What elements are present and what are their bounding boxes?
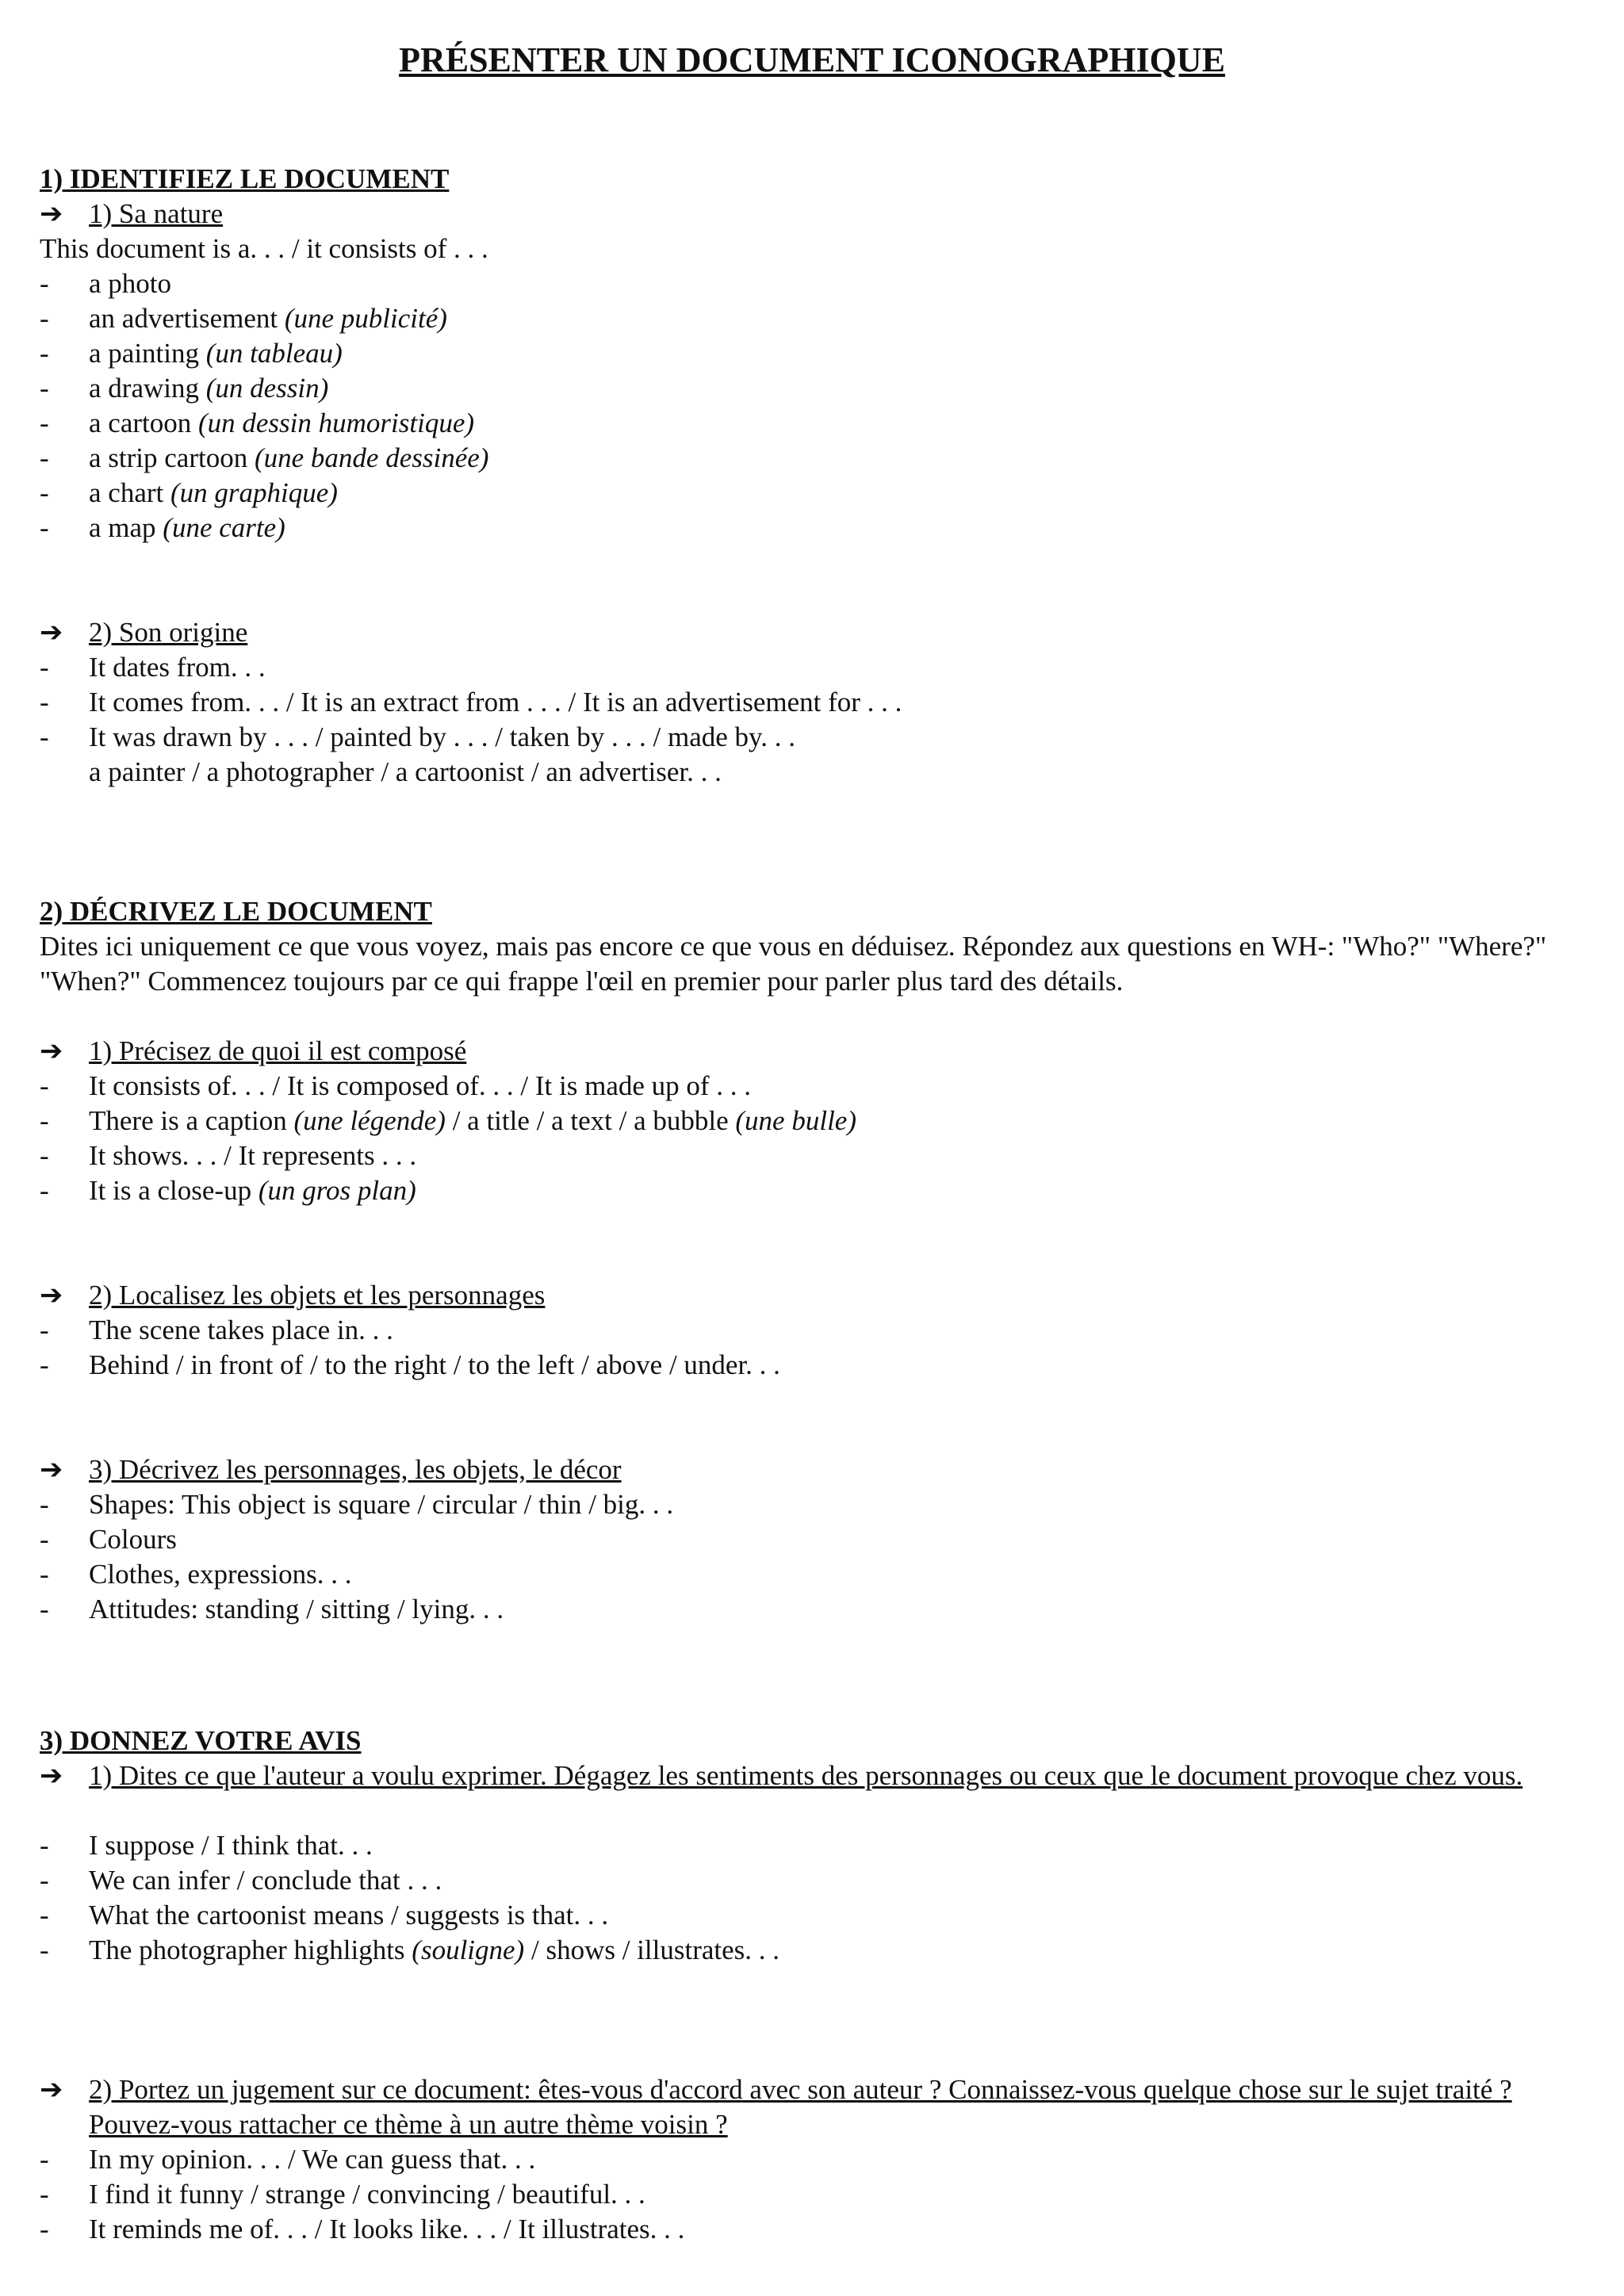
list-item: - Clothes, expressions. . . (40, 1559, 352, 1590)
list-item: - a strip cartoon (une bande dessinée) (40, 442, 489, 473)
list-item: - I suppose / I think that. . . (40, 1830, 373, 1861)
list-item: - It dates from. . . (40, 652, 266, 683)
list-item: - What the cartoonist means / suggests is that. . . (40, 1900, 609, 1931)
list-item: - an advertisement (une publicité) (40, 303, 447, 334)
section-2-heading: 2) DÉCRIVEZ LE DOCUMENT (40, 896, 432, 927)
section-2-subheading-description: 3) Décrivez les personnages, les objets, le décor (89, 1454, 622, 1485)
list-item: - a map (une carte) (40, 512, 285, 543)
list-item: - It comes from. . . / It is an extract from . . . / It is an advertisement for . . . (40, 687, 902, 718)
list-item: - The photographer highlights (souligne) / shows / illustrates. . . (40, 1934, 780, 1965)
list-item: - Behind / in front of / to the right / to the left / above / under. . . (40, 1349, 780, 1380)
list-item: - Attitudes: standing / sitting / lying. . . (40, 1594, 504, 1624)
list-item: - It consists of. . . / It is composed of. . . / It is made up of . . . (40, 1070, 752, 1101)
list-item: - The scene takes place in. . . (40, 1314, 393, 1345)
section-3-subheading-judgement: 2) Portez un jugement sur ce document: êtes-vous d'accord avec son auteur ? Connaissez-vous quelque chose sur le sujet traité ? Pouvez-vous rattacher ce thème à un autre thème voisin ? (89, 2074, 1512, 2140)
list-item: - a photo (40, 268, 172, 299)
section-1-heading: 1) IDENTIFIEZ LE DOCUMENT (40, 163, 450, 194)
document-title: PRÉSENTER UN DOCUMENT ICONOGRAPHIQUE (399, 40, 1225, 79)
list-item: - There is a caption (une légende) / a title / a text / a bubble (une bulle) (40, 1105, 856, 1136)
list-item: - a chart (un graphique) (40, 477, 338, 508)
arrow-icon: ➔ (40, 2074, 63, 2105)
nature-intro: This document is a. . . / it consists of . . . (40, 233, 488, 264)
section-3-heading: 3) DONNEZ VOTRE AVIS (40, 1725, 362, 1756)
list-item: - Shapes: This object is square / circular / thin / big. . . (40, 1489, 674, 1520)
arrow-icon: ➔ (40, 198, 63, 229)
list-item: - a cartoon (un dessin humoristique) (40, 408, 475, 438)
list-item: - It was drawn by . . . / painted by . . . / taken by . . . / made by. . . (40, 721, 796, 752)
list-item: - It is a close-up (un gros plan) (40, 1175, 416, 1206)
list-item: - I find it funny / strange / convincing / beautiful. . . (40, 2179, 645, 2210)
section-3-subheading-intent: 1) Dites ce que l'auteur a voulu exprimer. Dégagez les sentiments des personnages ou ceux que le document provoque chez vous. (89, 1760, 1523, 1791)
section-1-subheading-nature: 1) Sa nature (89, 198, 224, 229)
list-item-continuation: a painter / a photographer / a cartoonist / an advertiser. . . (89, 756, 722, 787)
arrow-icon: ➔ (40, 1280, 63, 1311)
arrow-icon: ➔ (40, 617, 63, 648)
section-2-paragraph: Dites ici uniquement ce que vous voyez, mais pas encore ce que vous en déduisez. Répondez aux questions en WH-: "Who?" "Where?" "When?" Commencez toujours par ce qui frappe l'œil en premier pour parler plus tard des détails. (40, 931, 1547, 997)
list-item: - Colours (40, 1524, 177, 1555)
arrow-icon: ➔ (40, 1035, 63, 1066)
list-item: - a drawing (un dessin) (40, 373, 329, 404)
arrow-icon: ➔ (40, 1760, 63, 1791)
list-item: - It shows. . . / It represents . . . (40, 1140, 417, 1171)
section-2-subheading-composition: 1) Précisez de quoi il est composé (89, 1035, 467, 1066)
list-item: - We can infer / conclude that . . . (40, 1865, 442, 1896)
section-2-subheading-location: 2) Localisez les objets et les personnages (89, 1280, 546, 1311)
section-1-subheading-origin: 2) Son origine (89, 617, 248, 648)
list-item: - In my opinion. . . / We can guess that. . . (40, 2144, 536, 2175)
list-item: - a painting (un tableau) (40, 338, 343, 369)
list-item: - It reminds me of. . . / It looks like. . . / It illustrates. . . (40, 2214, 685, 2244)
arrow-icon: ➔ (40, 1454, 63, 1485)
